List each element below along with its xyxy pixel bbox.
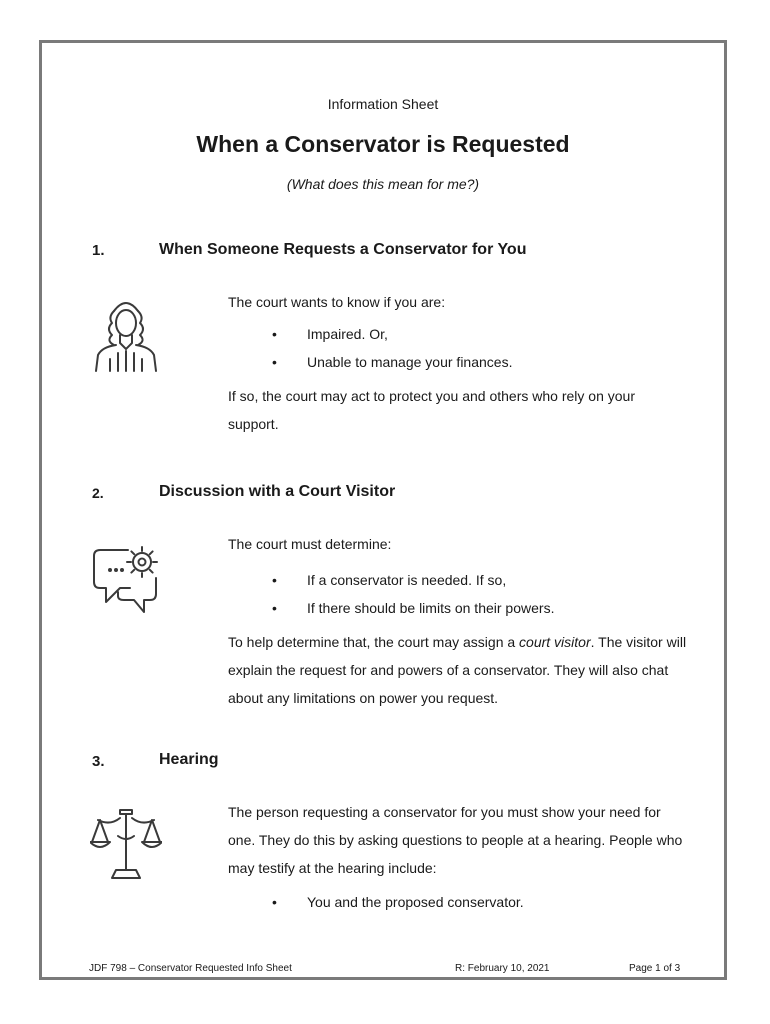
section-1-number: 1.	[92, 242, 105, 259]
list-item: • You and the proposed conservator.	[272, 894, 524, 910]
judge-icon	[90, 297, 162, 378]
section-1-body	[228, 288, 688, 438]
document-page	[39, 40, 727, 980]
section-2-paragraph: To help determine that, the court may assign a court visitor. The visitor will explain the request for and powers of a conservator. They will also chat about any limitations on power you request.	[228, 634, 687, 706]
list-item: • If a conservator is needed. If so,	[272, 572, 507, 588]
section-1-intro: The court wants to know if you are:	[228, 294, 446, 310]
list-item: • If there should be limits on their powers.	[272, 600, 555, 616]
document-kicker: Information Sheet	[327, 96, 439, 112]
page-title: When a Conservator is Requested	[196, 131, 570, 157]
scales-icon	[90, 806, 162, 887]
court-visitor-term: court visitor	[519, 634, 591, 650]
section-2-number: 2.	[92, 485, 104, 501]
section-1-paragraph: If so, the court may act to protect you and others who rely on your support.	[228, 388, 635, 432]
list-item: • Impaired. Or,	[272, 326, 388, 342]
list-item: • Unable to manage your finances.	[272, 354, 513, 370]
section-2-intro: The court must determine:	[228, 536, 392, 552]
section-3-body	[228, 798, 688, 916]
section-2-heading: Discussion with a Court Visitor	[159, 483, 396, 500]
footer-form-id: JDF 798 – Conservator Requested Info Sheet	[89, 963, 292, 974]
footer-page-number: Page 1 of 3	[629, 963, 681, 974]
section-3-number: 3.	[92, 753, 105, 770]
page-subtitle: (What does this mean for me?)	[286, 176, 480, 192]
section-1-heading: When Someone Requests a Conservator for You	[159, 241, 527, 258]
section-3-intro: The person requesting a conservator for you must show your need for one. They do this by asking questions to people at a hearing. People who may testify at the hearing include:	[228, 804, 683, 876]
footer-revision-date: R: February 10, 2021	[455, 963, 550, 974]
chat-gear-icon	[90, 538, 166, 621]
section-3-heading: Hearing	[159, 751, 219, 768]
section-2-body	[228, 530, 688, 712]
